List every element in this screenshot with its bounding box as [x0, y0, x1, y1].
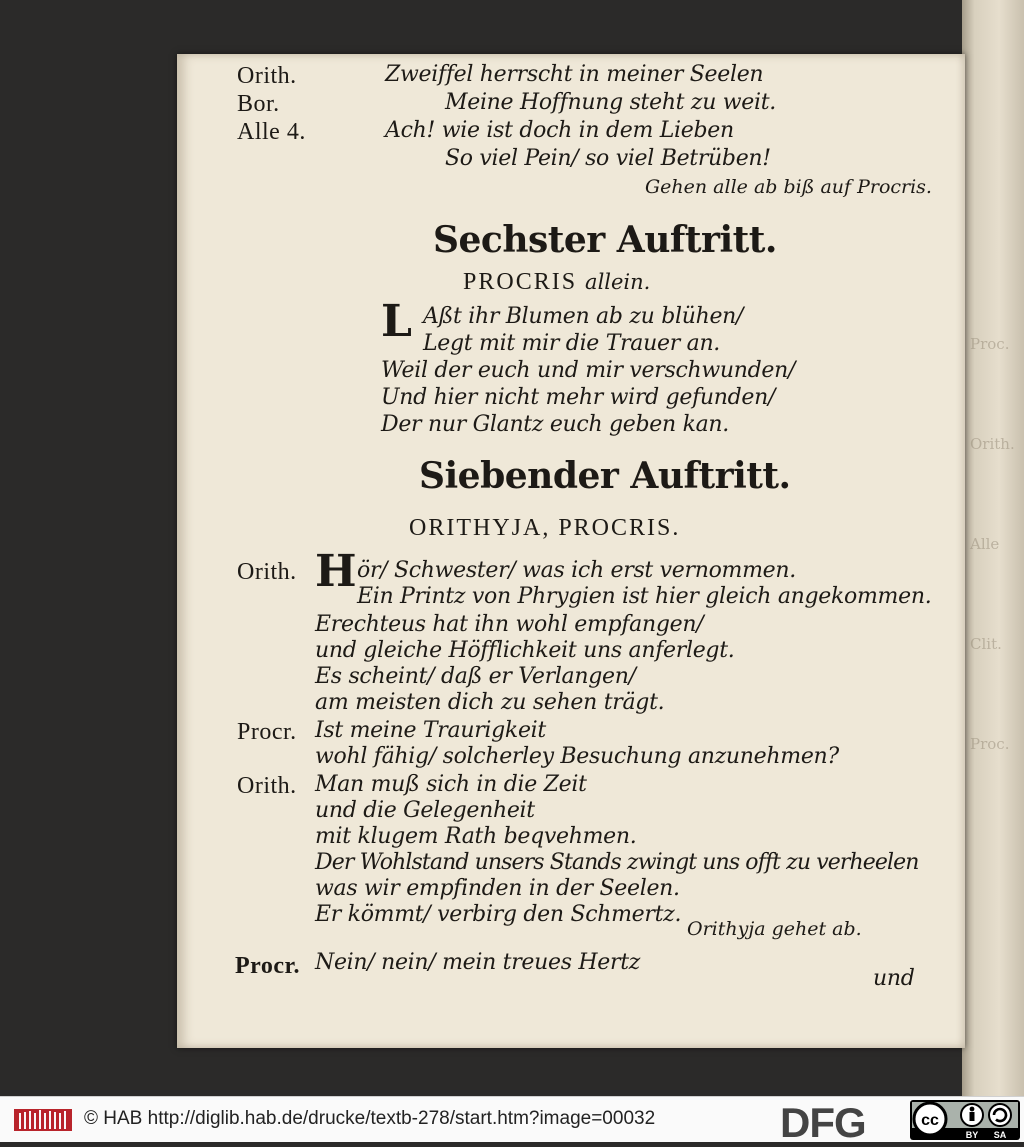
hab-columns-logo	[14, 1103, 72, 1136]
cc-by-sa-icon	[910, 1100, 1020, 1140]
character-note: allein.	[585, 270, 651, 294]
verse-line: was wir empfinden in der Seelen.	[315, 876, 680, 901]
verse-line: Ist meine Traurigkeit	[315, 718, 546, 743]
bleed-through-text: Proc.	[970, 735, 1010, 753]
cc-by-label: BY	[965, 1130, 979, 1140]
scene-characters	[463, 270, 650, 294]
verse-line: Ach! wie ist doch in dem Lieben	[385, 118, 734, 143]
dfg-logo: DFG	[780, 1099, 866, 1146]
verse-line: wohl fähig/ solcherley Besuchung anzunehmen?	[315, 744, 839, 769]
verse-line: Der nur Glantz euch geben kan.	[381, 412, 729, 437]
stage-direction: Gehen alle ab biß auf Procris.	[645, 176, 932, 198]
verse-line: Es scheint/ daß er Verlangen/	[315, 664, 636, 689]
verse-line: Der Wohlstand unsers Stands zwingt uns offt zu verheelen	[315, 850, 919, 875]
speaker-label: Procr.	[237, 719, 297, 745]
verse-line: Ein Printz von Phrygien ist hier gleich angekommen.	[357, 584, 932, 609]
speaker-label: Orith.	[237, 63, 297, 89]
svg-text:cc: cc	[921, 1112, 939, 1129]
verse-line: am meisten dich zu sehen trägt.	[315, 690, 665, 715]
verse-line: Erechteus hat ihn wohl empfangen/	[315, 612, 704, 637]
speaker-label: Orith.	[237, 773, 297, 799]
verse-line: und gleiche Höfflichkeit uns anferlegt.	[315, 638, 735, 663]
next-page-edge	[962, 0, 1024, 1096]
verse-line: Meine Hoffnung steht zu weit.	[445, 90, 776, 115]
verse-line: ör/ Schwester/ was ich erst vernommen.	[357, 558, 796, 583]
speaker-label: Orith.	[237, 559, 297, 585]
speaker-label: Bor.	[237, 91, 280, 117]
verse-line: und die Gelegenheit	[315, 798, 535, 823]
scene-heading: Siebender Auftritt.	[419, 455, 791, 497]
drop-cap: H	[315, 546, 357, 597]
drop-cap: L	[381, 296, 412, 347]
bleed-through-text: Proc.	[970, 335, 1010, 353]
verse-line: Und hier nicht mehr wird gefunden/	[381, 385, 776, 410]
catchword: und	[873, 966, 915, 991]
verse-line: Man muß sich in die Zeit	[315, 772, 587, 797]
verse-line: So viel Pein/ so viel Betrüben!	[445, 146, 771, 171]
speaker-label: Procr.	[235, 953, 300, 979]
verse-line: Weil der euch und mir verschwunden/	[381, 358, 796, 383]
speaker-label: Alle 4.	[237, 119, 306, 145]
scene-heading: Sechster Auftritt.	[433, 219, 777, 261]
verse-line: Aßt ihr Blumen ab zu blühen/	[423, 304, 744, 329]
scene-characters: ORITHYJA, PROCRIS.	[409, 515, 681, 541]
verse-line: mit klugem Rath beqvehmen.	[315, 824, 637, 849]
character-name: PROCRIS	[463, 269, 578, 295]
verse-line: Nein/ nein/ mein treues Hertz	[315, 950, 641, 975]
book-page	[177, 54, 965, 1048]
cc-sa-label: SA	[993, 1130, 1007, 1140]
bleed-through-text: Orith.	[970, 435, 1015, 453]
bleed-through-text: Alle	[970, 535, 1000, 553]
bleed-through-text: Clit.	[970, 635, 1002, 653]
verse-line: Legt mit mir die Trauer an.	[423, 331, 720, 356]
verse-line: Zweiffel herrscht in meiner Seelen	[385, 62, 764, 87]
verse-line: Er kömmt/ verbirg den Schmertz.	[315, 902, 682, 927]
credit-link[interactable]: © HAB http://diglib.hab.de/drucke/textb-278/start.htm?image=00032	[84, 1108, 656, 1129]
stage-direction: Orithyja gehet ab.	[687, 918, 862, 940]
footer-bar	[0, 1096, 1024, 1146]
